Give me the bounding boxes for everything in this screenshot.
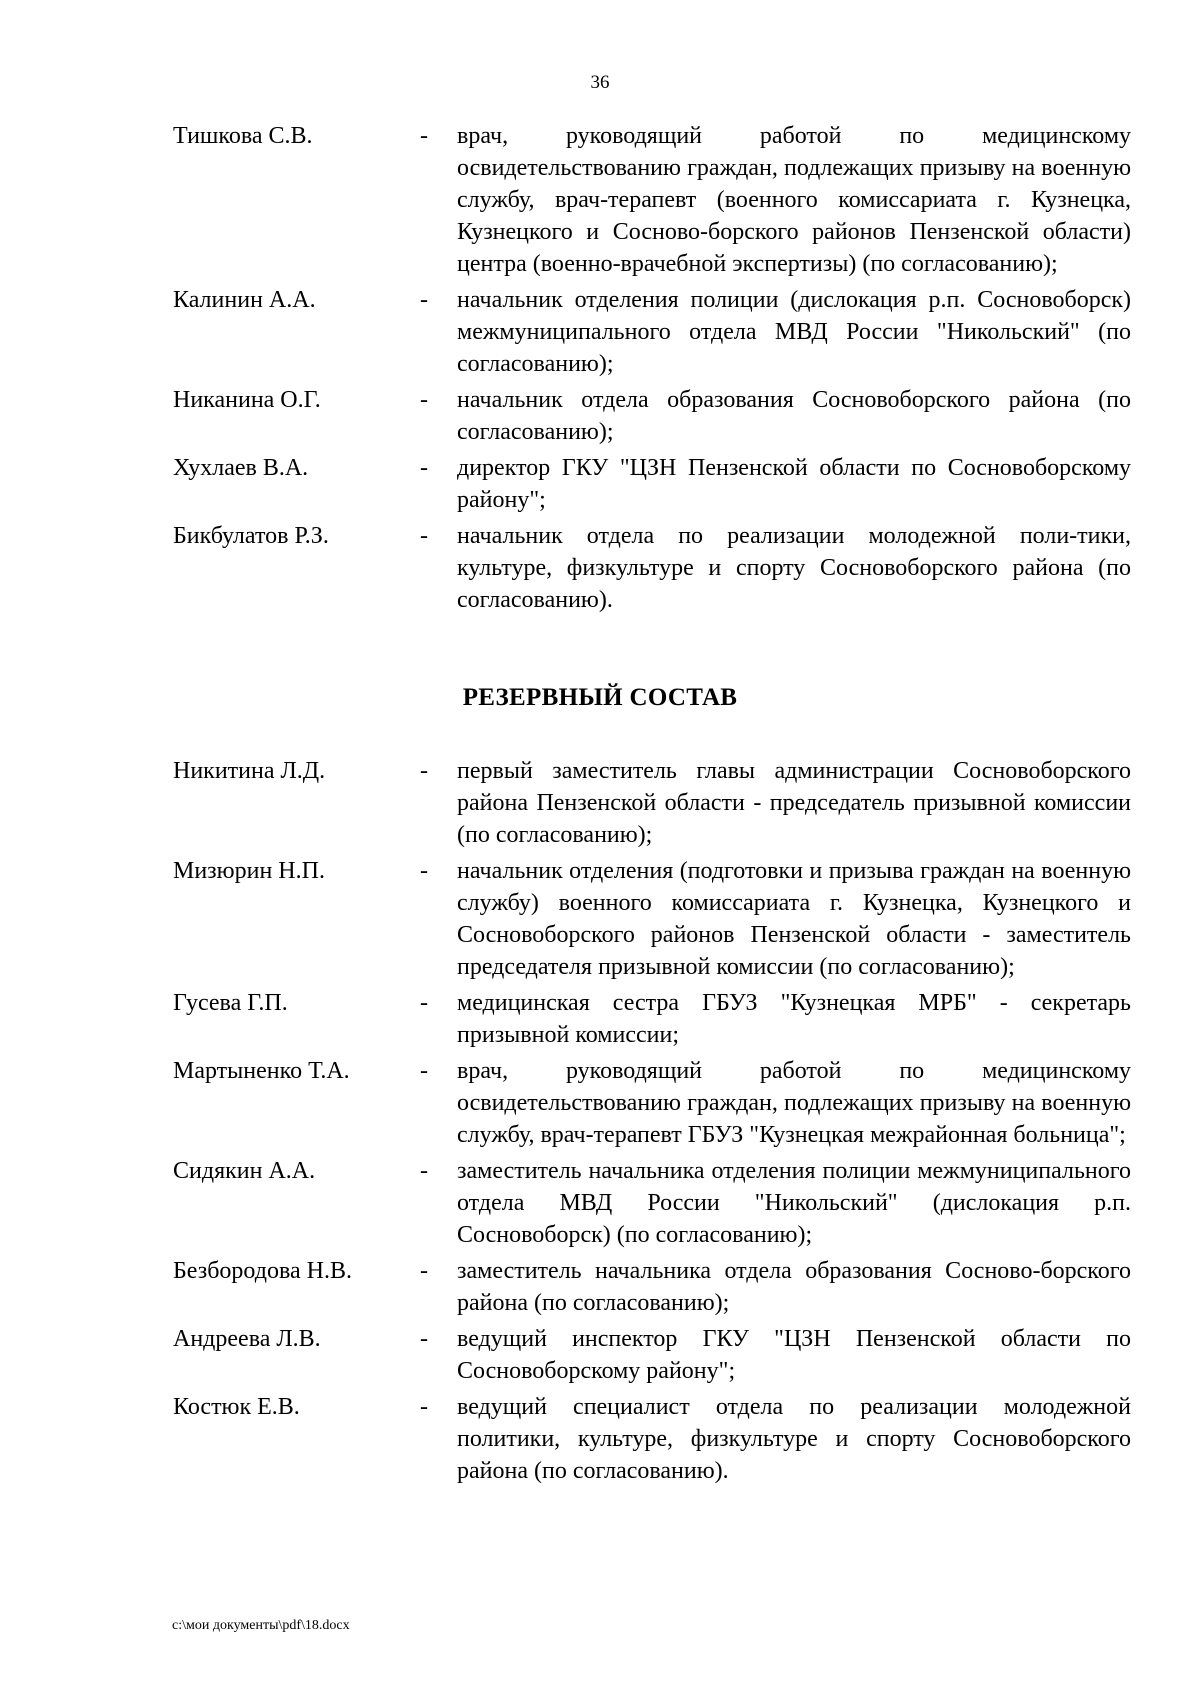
member-role: первый заместитель главы администрации Сосновоборского района Пензенской области - председатель призывной комиссии (по согласованию); [457,758,1131,848]
main-members-list [173,120,1131,620]
member-dash: - [420,287,428,313]
member-role: ведущий специалист отдела по реализации молодежной политики, культуре, физкультуре и спорту Сосновоборского района (по согласованию). [457,1394,1131,1484]
member-role: заместитель начальника отделения полиции межмуниципального отдела МВД России "Никольский" (дислокация р.п. Сосновоборск) (по согласованию); [457,1158,1131,1248]
member-role: начальник отделения (подготовки и призыва граждан на военную службу) военного комиссариата г. Кузнецка, Кузнецкого и Сосновоборского районов Пензенской области - заместитель председателя призывной комиссии (по согласованию); [457,858,1131,980]
member-dash: - [420,990,428,1016]
member-row [173,855,1131,983]
member-row [173,1155,1131,1251]
member-name: Гусева Г.П. [173,990,288,1016]
member-row [173,384,1131,448]
member-name: Мартыненко Т.А. [173,1058,350,1084]
member-row [173,520,1131,616]
member-role: начальник отдела образования Сосновоборского района (по согласованию); [457,387,1131,445]
member-dash: - [420,523,428,549]
member-name: Безбородова Н.В. [173,1258,352,1284]
member-dash: - [420,1258,428,1284]
member-role: начальник отдела по реализации молодежной поли-тики, культуре, физкультуре и спорту Сосновоборского района (по согласованию). [457,523,1131,613]
member-row [173,1255,1131,1319]
member-dash: - [420,123,428,149]
member-dash: - [420,1326,428,1352]
member-dash: - [420,1058,428,1084]
member-row [173,987,1131,1051]
reserve-section-title: РЕЗЕРВНЫЙ СОСТАВ [462,684,738,711]
member-row [173,1055,1131,1151]
member-name: Хухлаев В.А. [173,455,309,481]
member-name: Мизюрин Н.П. [173,858,325,884]
member-role: заместитель начальника отдела образования Сосново-борского района (по согласованию); [457,1258,1131,1316]
member-row [173,452,1131,516]
member-row [173,1391,1131,1487]
member-role: врач, руководящий работой по медицинскому освидетельствованию граждан, подлежащих призыву на военную службу, врач-терапевт ГБУЗ "Кузнецкая межрайонная больница"; [457,1058,1131,1148]
reserve-members-list [173,755,1131,1491]
member-role: ведущий инспектор ГКУ "ЦЗН Пензенской области по Сосновоборскому району"; [457,1326,1131,1384]
member-role: директор ГКУ "ЦЗН Пензенской области по Сосновоборскому району"; [457,455,1131,513]
member-role: врач, руководящий работой по медицинскому освидетельствованию граждан, подлежащих призыву на военную службу, врач-терапевт (военного комиссариата г. Кузнецка, Кузнецкого и Сосново-борского районов Пензенской области) центра (военно-врачебной экспертизы) (по согласованию); [457,123,1131,277]
member-name: Андреева Л.В. [173,1326,321,1352]
member-name: Сидякин А.А. [173,1158,316,1184]
page-number: 36 [590,72,610,93]
member-name: Бикбулатов Р.З. [173,523,329,549]
member-row [173,120,1131,280]
member-role: медицинская сестра ГБУЗ "Кузнецкая МРБ" - секретарь призывной комиссии; [457,990,1131,1048]
member-row [173,284,1131,380]
member-dash: - [420,858,428,884]
member-dash: - [420,455,428,481]
member-name: Калинин А.А. [173,287,316,313]
member-name: Никитина Л.Д. [173,758,326,784]
member-dash: - [420,1394,428,1420]
member-role: начальник отделения полиции (дислокация р.п. Сосновоборск) межмуниципального отдела МВД России "Никольский" (по согласованию); [457,287,1131,377]
member-name: Тишкова С.В. [173,123,313,149]
member-name: Костюк Е.В. [173,1394,300,1420]
footer-file-path: c:\мои документы\pdf\18.docx [172,1618,350,1633]
member-dash: - [420,758,428,784]
member-name: Никанина О.Г. [173,387,321,413]
member-row [173,755,1131,851]
member-dash: - [420,387,428,413]
member-dash: - [420,1158,428,1184]
member-row [173,1323,1131,1387]
